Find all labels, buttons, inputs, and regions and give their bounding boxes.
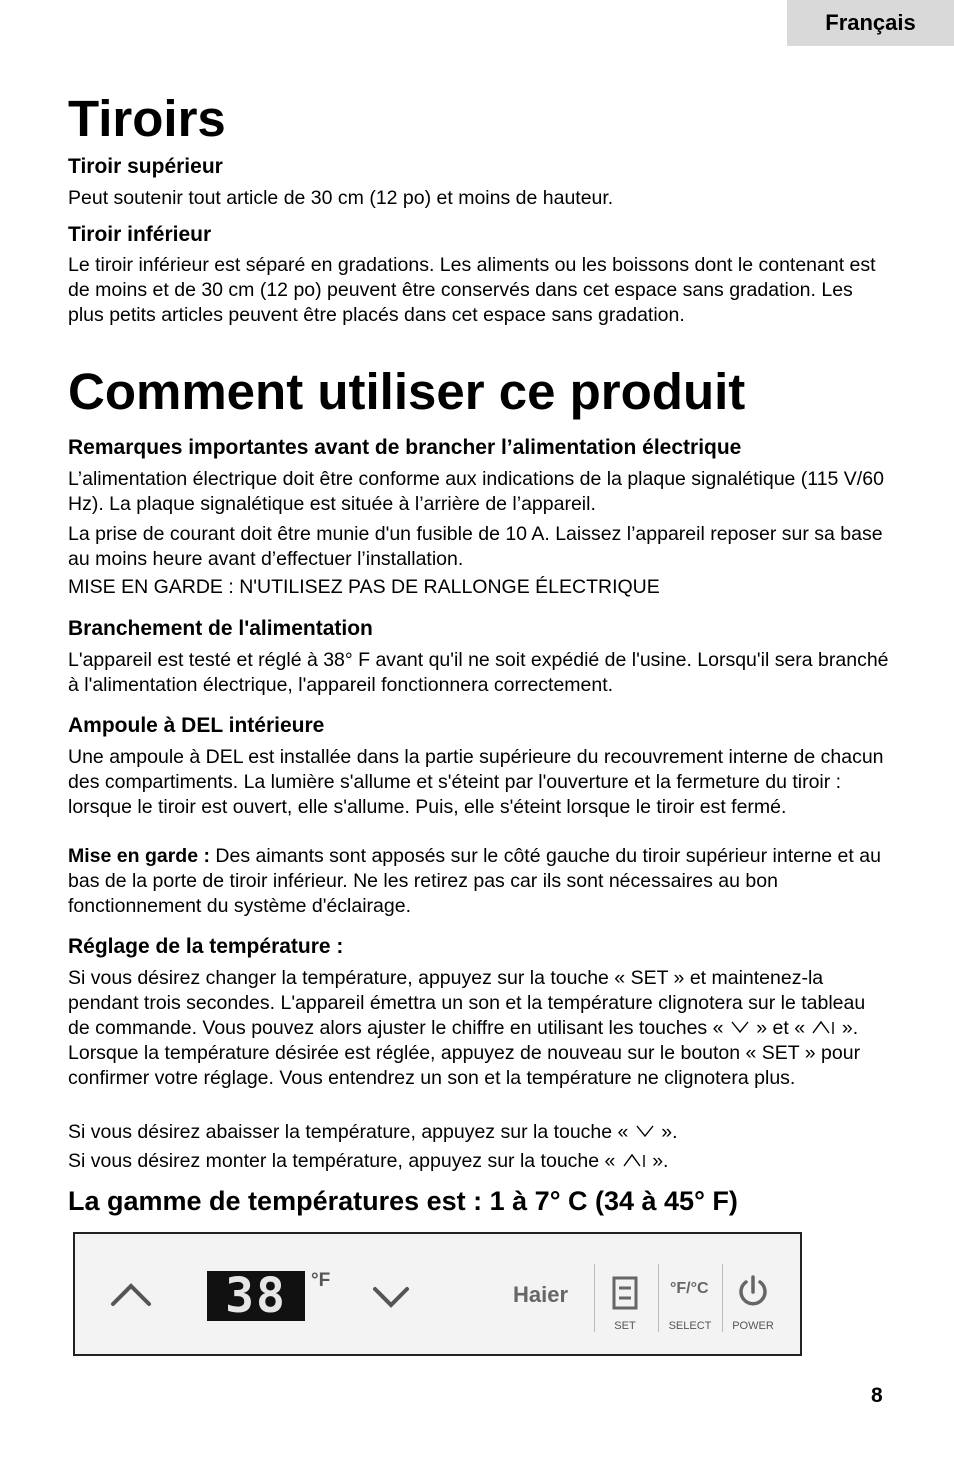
text-remarks-warning: MISE EN GARDE : N'UTILISEZ PAS DE RALLONGE ÉLECTRIQUE: [68, 576, 660, 598]
text-led-warning: [68, 844, 888, 919]
text-remarks-1: L’alimentation électrique doit être conforme aux indications de la plaque signalétique (115 V/60 Hz). La plaque signalétique est située à l’arrière de l’appareil.: [68, 468, 884, 515]
temperature-unit: °F: [311, 1270, 331, 1291]
chevron-down-icon: [729, 1019, 751, 1035]
text-remarks-2: La prise de courant doit être munie d'un fusible de 10 A. Laissez l’appareil reposer sur sa base au moins heure avant d’effectuer l’installation.: [68, 523, 883, 570]
temperature-display: 38: [207, 1271, 305, 1321]
power-label: POWER: [732, 1320, 774, 1332]
section-title-usage: Comment utiliser ce produit: [68, 363, 746, 420]
chevron-down-icon: [371, 1284, 411, 1310]
heading-temperature-range: La gamme de températures est : 1 à 7° C (34 à 45° F): [68, 1186, 738, 1216]
divider: [658, 1264, 659, 1332]
temp-text-part: ». Lorsque la température désirée est réglée, appuyez de nouveau sur le bouton « SET » pour confirmer votre réglage. Vous entendrez un son et la température ne clignotera plus.: [68, 1017, 861, 1089]
text-lower-drawer: Le tiroir inférieur est séparé en gradations. Les aliments ou les boissons dont le contenant est de moins et de 30 cm (12 po) peuvent être conservés dans cet espace sans gradation. Les plus petits articles peuvent être placés dans cet espace sans gradation.: [68, 254, 876, 326]
heading-temperature: Réglage de la température :: [68, 935, 344, 958]
text-temperature-1: [68, 966, 878, 1091]
chevron-up-icon: [109, 1280, 153, 1308]
language-tab: Français: [787, 0, 954, 46]
temp-text-part: ».: [646, 1150, 669, 1172]
temp-text-part: ».: [655, 1121, 678, 1143]
chevron-down-icon: [634, 1123, 656, 1139]
chevron-up-icon: [621, 1152, 647, 1168]
chevron-up-icon: [810, 1019, 836, 1035]
text-upper-drawer: Peut soutenir tout article de 30 cm (12 po) et moins de hauteur.: [68, 187, 614, 209]
text-power: L'appareil est testé et réglé à 38° F avant qu'il ne soit expédié de l'usine. Lorsqu'il sera branché à l'alimentation électrique, l'appareil fonctionnera correctement.: [68, 649, 889, 696]
text-temperature-2: [68, 1120, 678, 1145]
page-number: 8: [871, 1384, 883, 1407]
temp-text-part: Si vous désirez changer la température, appuyez sur la touche « SET » et maintenez-la pendant trois secondes. L'appareil émettra un son et la température clignotera sur le tableau de commande. Vous pouvez alors ajuster le chiffre en utilisant les touches «: [68, 967, 866, 1039]
led-warning-text: Des aimants sont apposés sur le côté gauche du tiroir supérieur interne et au bas de la porte de tiroir inférieur. Ne les retirez pas car ils sont nécessaires au bon fonctionnement du système d'éclairage.: [68, 845, 881, 917]
heading-led: Ampoule à DEL intérieure: [68, 714, 325, 737]
brand-logo: Haier: [513, 1282, 569, 1307]
heading-remarks: Remarques importantes avant de brancher l’alimentation électrique: [68, 436, 742, 459]
temp-text-part: Si vous désirez monter la température, appuyez sur la touche «: [68, 1150, 621, 1172]
heading-power: Branchement de l'alimentation: [68, 617, 373, 640]
control-panel-image: [73, 1232, 802, 1356]
heading-upper-drawer: Tiroir supérieur: [68, 155, 223, 178]
temp-text-part: Si vous désirez abaisser la température, appuyez sur la touche «: [68, 1121, 634, 1143]
power-icon: [735, 1274, 771, 1310]
heading-lower-drawer: Tiroir inférieur: [68, 223, 212, 246]
set-icon: [612, 1276, 638, 1310]
select-label: SELECT: [668, 1320, 712, 1332]
select-icon: °F/°C: [670, 1280, 709, 1297]
temp-text-part: » et «: [750, 1017, 811, 1039]
set-label: SET: [614, 1320, 636, 1332]
section-title-drawers: Tiroirs: [68, 90, 226, 147]
text-temperature-3: [68, 1149, 668, 1174]
led-warning-label: Mise en garde :: [68, 845, 210, 867]
text-led: Une ampoule à DEL est installée dans la partie supérieure du recouvrement interne de chacun des compartiments. La lumière s'allume et s'éteint par l'ouverture et la fermeture du tiroir : lorsque le tiroir est ouvert, elle s'allume. Puis, elle s'éteint lorsque le tiroir est fermé.: [68, 746, 884, 818]
